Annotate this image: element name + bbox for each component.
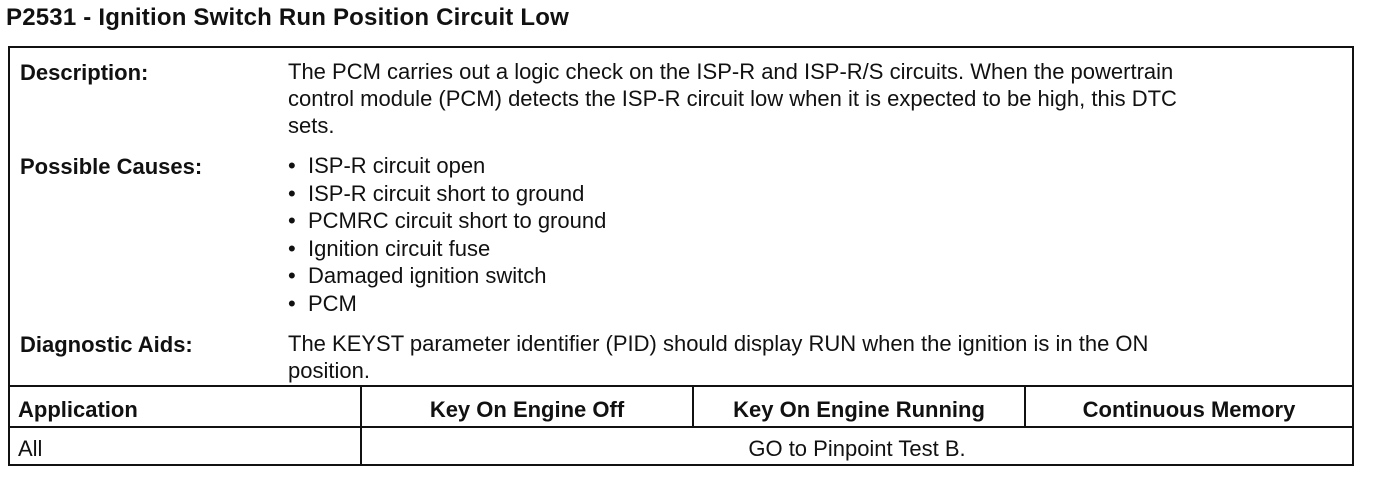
diagnostic-aids-label: Diagnostic Aids: — [20, 332, 193, 357]
description-line: sets. — [288, 113, 335, 138]
diagnostic-aids-line: The KEYST parameter identifier (PID) should display RUN when the ignition is in the ON — [288, 331, 1149, 356]
description-label: Description: — [20, 60, 149, 85]
cause-item: • Ignition circuit fuse — [286, 235, 606, 263]
cause-item: • PCM — [286, 290, 606, 318]
cell-application: All — [18, 436, 43, 461]
header-key-on-engine-running: Key On Engine Running — [733, 397, 985, 422]
table-top-border — [10, 385, 1352, 387]
cause-item: • ISP-R circuit short to ground — [286, 180, 606, 208]
table-header-divider — [10, 426, 1352, 428]
cause-item: • ISP-R circuit open — [286, 152, 606, 180]
cause-item: • PCMRC circuit short to ground — [286, 207, 606, 235]
header-application: Application — [18, 397, 138, 422]
description-line: control module (PCM) detects the ISP-R circuit low when it is expected to be high, this DTC — [288, 86, 1177, 111]
dtc-info-box — [8, 46, 1354, 466]
header-continuous-memory: Continuous Memory — [1082, 397, 1296, 422]
description-text — [288, 58, 1338, 139]
header-key-on-engine-off: Key On Engine Off — [429, 397, 625, 422]
description-line: The PCM carries out a logic check on the ISP-R and ISP-R/S circuits. When the powertrain — [288, 59, 1174, 84]
page-title: P2531 - Ignition Switch Run Position Circuit Low — [6, 4, 569, 31]
possible-causes-list — [286, 152, 606, 318]
possible-causes-label: Possible Causes: — [20, 154, 203, 179]
cell-action: GO to Pinpoint Test B. — [748, 436, 966, 461]
diagnostic-aids-line: position. — [288, 358, 370, 383]
diagnostic-aids-text — [288, 330, 1338, 384]
cause-item: • Damaged ignition switch — [286, 262, 606, 290]
